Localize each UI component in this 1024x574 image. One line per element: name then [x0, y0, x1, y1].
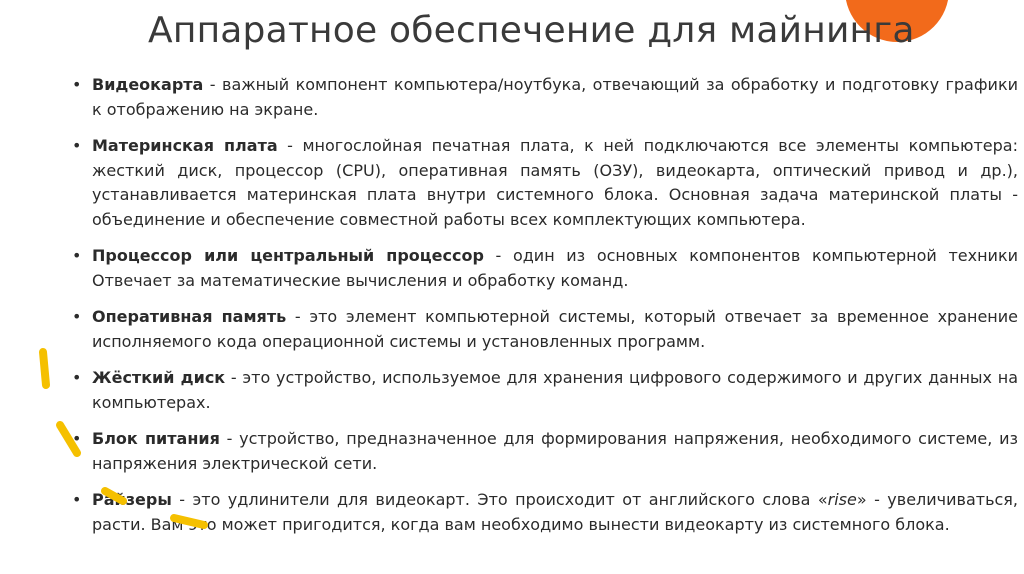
bullet-text: - это устройство, используемое для хранения цифрового содержимого и других данных на компьютерах. [92, 368, 1018, 412]
bullet-text: - это элемент компьютерной системы, который отвечает за временное хранение исполняемого кода операционной системы и установленных программ. [92, 307, 1019, 351]
bullet-term: Материнская плата [92, 136, 278, 155]
bullet-term: Блок питания [92, 429, 220, 448]
bullet-list [72, 73, 1018, 549]
bullet-term: Жёсткий диск [92, 368, 226, 387]
bullet-text: - это удлинители для видеокарт. Это происходит от английского слова « [171, 490, 828, 509]
bullet-dot: • [72, 136, 82, 155]
bullet-text: - один из основных компонентов компьютерной техники Отвечает за математические вычисления и обработку команд. [92, 246, 1018, 290]
bullet-text: » - увеличиваться, расти. Вам это может пригодится, когда вам необходимо вынести видеокарту из системного блока. [92, 490, 1019, 534]
bullet-term: Райзеры [92, 490, 172, 509]
bullet-text: - устройство, предназначенное для формирования напряжения, необходимого системе, из напряжения электрической сети. [92, 429, 1018, 473]
highlighter-stroke [43, 352, 46, 385]
slide-title: Аппаратное обеспечение для майнинга [148, 10, 915, 51]
bullet-ram [72, 305, 1018, 354]
bullet-dot: • [72, 429, 82, 448]
bullet-hard-drive [72, 366, 1018, 415]
bullet-dot: • [72, 246, 82, 265]
bullet-dot: • [72, 307, 82, 326]
bullet-term: Видеокарта [92, 75, 204, 94]
bullet-term: Оперативная память [92, 307, 287, 326]
bullet-risers [72, 488, 1018, 537]
bullet-dot: • [72, 75, 82, 94]
bullet-processor [72, 244, 1018, 293]
bullet-motherboard [72, 134, 1018, 232]
bullet-text: - важный компонент компьютера/ноутбука, отвечающий за обработку и подготовку графики к отображению на экране. [92, 75, 1018, 119]
bullet-power-supply [72, 427, 1018, 476]
bullet-dot: • [72, 490, 82, 509]
bullet-dot: • [72, 368, 82, 387]
bullet-text-italic: rise [827, 490, 857, 509]
bullet-videocard [72, 73, 1018, 122]
bullet-text: - многослойная печатная плата, к ней подключаются все элементы компьютера: жесткий диск, процессор (CPU), оперативная память (ОЗУ), видеокарта, оптический привод и др.), устанавливается материнская плата внутри системного блока. Основная задача материнской платы - объединение и обеспечение совместной работы всех комплектующих компьютера. [92, 136, 1018, 229]
bullet-term: Процессор или центральный процессор [92, 246, 484, 265]
